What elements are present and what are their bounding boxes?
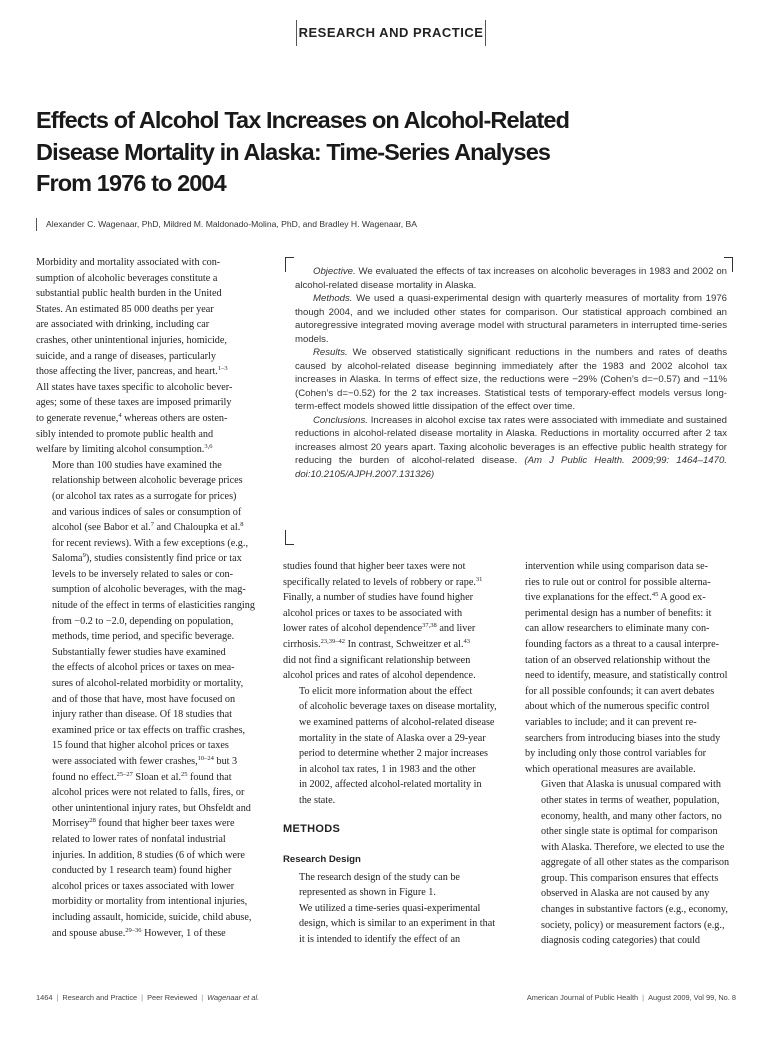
footer-section: Research and Practice (62, 993, 138, 1002)
paragraph: More than 100 studies have examined the relationship between alcoholic beverage prices (or alcohol tax rates as a surrogate for prices) and various indices of sales or consumption of alcohol (see Babor et al.$^7$ and Chaloupka et al.$^8$ for recent reviews). With a few exceptions (e.g., Saloma$^9$), studies consistently find price or tax levels to be inversely related to sales or con- sumption of alcoholic beverages, with the mag- nitude of the effect in terms of elasticities ranging from −0.2 to −2.0, depending on population, methods, time period, and specific beverage. (52, 459, 255, 643)
article-title (36, 105, 570, 200)
paragraph: Given that Alaska is unusual compared with other states in terms of weather, population, economy, health, and many other factors, no other single state is optimal for comparison with Alaska. Therefore, we elected to use the aggregate of all other states as the comparison group. This comparison ensures that effects observed in Alaska are not caused by any changes in substantive factors (e.g., economy, society, policy) or measurement factors (e.g., diagnosis coding categories) that could (541, 779, 730, 947)
title-line: From 1976 to 2004 (36, 170, 226, 196)
paragraph: To elicit more information about the effect of alcoholic beverage taxes on disease mortality, we examined patterns of alcohol-related disease mortality in the state of Alaska over a 29-year period to determine whether 2 major increases in alcohol tax rates, 1 in 1983 and the other in 2002, affected alcohol-related mortality in the state. (299, 685, 497, 806)
section-label: RESEARCH AND PRACTICE (298, 25, 484, 40)
footer-journal: American Journal of Public Health (526, 993, 639, 1002)
body-column-1 (36, 255, 264, 941)
footer-authors: Wagenaar et al. (207, 993, 260, 1002)
author-list: Alexander C. Wagenaar, PhD, Mildred M. Maldonado-Molina, PhD, and Bradley H. Wagenaar, BA (36, 218, 746, 231)
paragraph: intervention while using comparison data se- ries to rule out or control for possible alterna- tive explanations for the effect.$^{45}$ A good ex- perimental design has a number of benefits: it can allow researchers to eliminate many con- founding factors as a threat to a causal interpre- tation of an observed relationship without the need to identify, measure, and statistically control for all possible confounds; it can avert debates about which of the numerous specific control variables to include; and it can prevent re- searchers from introducing biases into the study by including only those control variables for which operational measures are available. (525, 561, 728, 775)
paragraph: studies found that higher beer taxes were not specifically related to levels of robbery or rape.$^{31}$ Finally, a number of studies have found higher alcohol prices or taxes to be associated with lower rates of alcohol dependence$^{37,38}$ and liver cirrhosis.$^{23,39-42}$ In contrast, Schweitzer et al.$^{43}$ did not find a significant relationship between alcohol prices and rates of alcohol dependence. (283, 561, 483, 682)
paragraph: Substantially fewer studies have examined the effects of alcohol prices or taxes on mea- sures of alcohol-related morbidity or mortality, and of those that have, most have focused on injury rather than disease. Of 18 studies that examined price or tax effects on traffic crashes, 15 found that higher alcohol prices or taxes were associated with fewer crashes,$^{10-24}$ but 3 found no effect.$^{25-27}$ Sloan et al.$^{25}$ found that alcohol prices were not related to falls, fires, or other unintentional injury rates, but Ohsfeldt and Morrisey$^{28}$ found that higher beer taxes were related to lower rates of nonfatal industrial injuries. In addition, 8 studies (6 of which were conducted by 1 research team) found higher alcohol prices or taxes associated with lower morbidity or mortality from intentional injuries, including assault, homicide, suicide, child abuse, and spouse abuse.$^{29-36}$ However, 1 of these (52, 646, 252, 939)
page-number: 1464 (36, 993, 53, 1002)
footer-issue: August 2009, Vol 99, No. 8 (648, 993, 736, 1002)
footer-right: American Journal of Public Health | August 2009, Vol 99, No. 8 (526, 993, 736, 1002)
abstract-citation: (Am J Public Health. 2009;99: 1464–1470. doi:10.2105/AJPH.2007.131326) (295, 455, 727, 480)
paragraph: We utilized a time-series quasi-experimental design, which is similar to an experiment in that it is intended to identify the effect of an (299, 902, 496, 946)
paragraph: Morbidity and mortality associated with con- sumption of alcoholic beverages constitute a substantial public health burden in the United States. An estimated 85 000 deaths per year are associated with drinking, including car crashes, other unintentional injuries, homicide, suicide, and a range of diseases, particularly those affecting the liver, pancreas, and heart.$^{1-3}$ All states have taxes specific to alcoholic bever- ages; some of these taxes are imposed primarily to generate revenue,$^4$ whereas others are osten- sibly intended to promote public health and welfare by limiting alcohol consumption.$^{3,6}$ (36, 257, 233, 456)
body-column-3 (525, 559, 740, 949)
abstract-bracket (285, 530, 294, 545)
section-header (296, 20, 486, 46)
research-design-heading: Research Design (283, 854, 361, 866)
methods-heading: METHODS (283, 822, 341, 835)
abstract-objective: Objective. We evaluated the effects of tax increases on alcoholic beverages in 1983 and 2002 on alcohol-related disease mortality in Alaska. (295, 266, 727, 291)
abstract-text (295, 265, 727, 481)
abstract-conclusions: Conclusions. Increases in alcohol excise tax rates were associated with immediate and sustained reductions in alcohol-related disease mortality in Alaska. Reductions in mortality occurred after 2 tax increases almost 20 years apart. Taxing alcoholic beverages is an effective public health strategy for reducing the burden of alcohol-related disease. (Am J Public Health. 2009;99: 1464–1470. doi:10.2105/AJPH.2007.131326) (295, 414, 728, 480)
footer-left: 1464 | Research and Practice | Peer Reviewed | Wagenaar et al. (36, 993, 260, 1002)
abstract-bracket (285, 257, 294, 272)
title-line: Disease Mortality in Alaska: Time-Series Analyses (36, 138, 551, 165)
paragraph: The research design of the study can be represented as shown in Figure 1. (299, 871, 460, 899)
abstract-box (285, 257, 733, 545)
body-column-2 (283, 559, 503, 948)
footer-review: Peer Reviewed (147, 993, 198, 1002)
abstract-methods: Methods. We used a quasi-experimental design with quarterly measures of mortality from 1976 though 2004, and we included other states for comparison. Our statistical approach combined an autoregressive integrated moving average model with structural parameters in interrupted time-series models. (295, 293, 727, 345)
abstract-results: Results. We observed statistically significant reductions in the numbers and rates of deaths caused by alcohol-related disease beginning immediately after the 1983 and 2002 alcohol tax increases in Alaska. In terms of effect size, the reductions were −29% (Cohen’s d=−0.57) and −11% (Cohen’s d=−0.52) for the 2 tax increases. Statistical tests of temporary-effect models versus long-term-effect models showed little dissipation of the effect over time. (295, 347, 727, 412)
title-line: Effects of Alcohol Tax Increases on Alcohol-Related (36, 107, 570, 133)
